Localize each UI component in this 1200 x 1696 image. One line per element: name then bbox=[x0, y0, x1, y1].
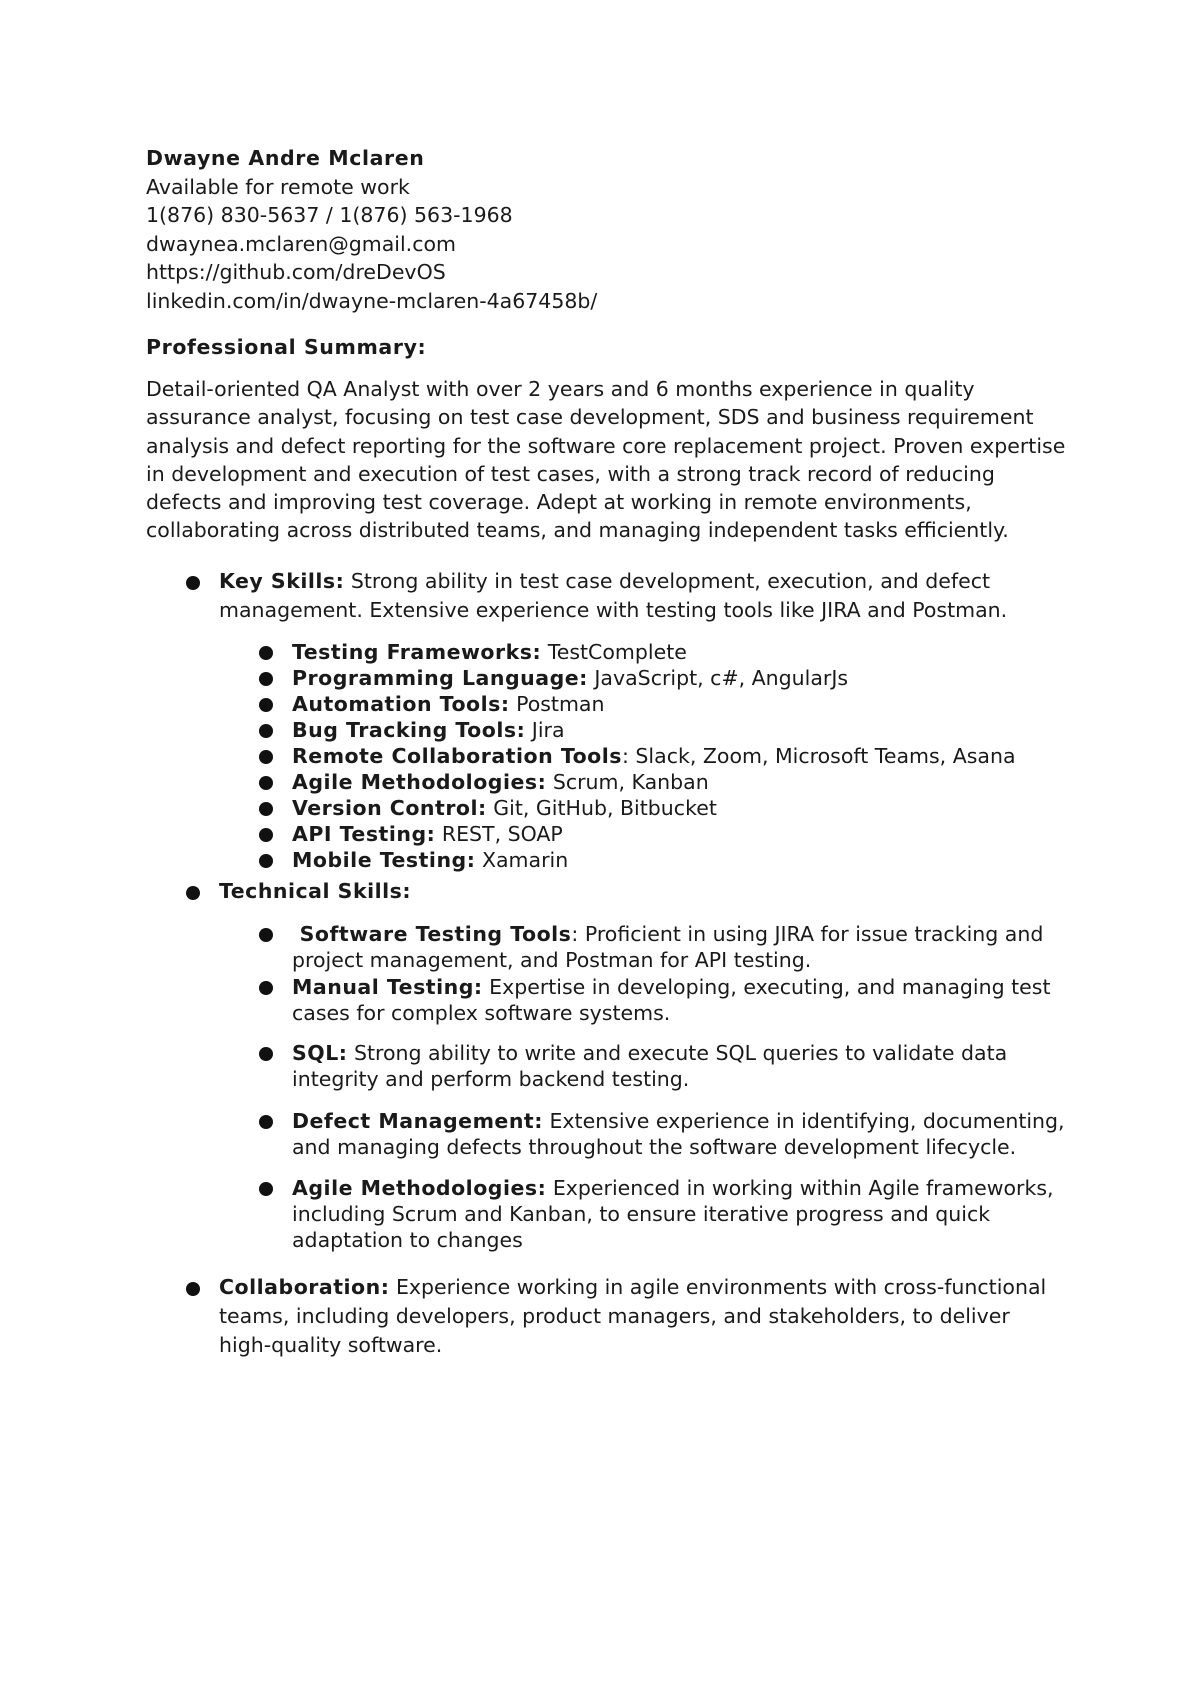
availability-text: Available for remote work bbox=[146, 174, 410, 199]
item-text: Strong ability to write and execute SQL queries to validate data integrity and perform backend testing. bbox=[292, 1040, 1008, 1091]
item-label: Manual Testing: bbox=[292, 974, 483, 999]
key-skills-text: Strong ability in test case development, execution, and defect management. Extensive experience with testing tools like JIRA and Postman. bbox=[219, 568, 1008, 622]
key-skills-label: Key Skills: bbox=[219, 568, 345, 593]
resume-page bbox=[146, 144, 1066, 1360]
list-item bbox=[146, 921, 1066, 973]
item-label: Defect Management: bbox=[292, 1108, 543, 1133]
bullet-icon bbox=[186, 1282, 200, 1296]
list-item bbox=[146, 717, 1066, 743]
list-item bbox=[146, 743, 1066, 769]
bullet-icon bbox=[259, 1047, 273, 1061]
list-item bbox=[146, 1040, 1066, 1092]
list-item bbox=[146, 795, 1066, 821]
item-text: Experienced in working within Agile frameworks, including Scrum and Kanban, to ensure iterative progress and quick adaptation to changes bbox=[292, 1175, 1054, 1252]
item-label: Agile Methodologies: bbox=[292, 769, 547, 794]
phone-numbers: 1(876) 830-5637 / 1(876) 563-1968 bbox=[146, 203, 513, 227]
list-item bbox=[146, 1175, 1066, 1253]
bullet-icon bbox=[259, 776, 273, 790]
item-text: REST, SOAP bbox=[435, 821, 563, 846]
linkedin-link: linkedin.com/in/dwayne-mclaren-4a67458b/ bbox=[146, 288, 598, 313]
bullet-icon bbox=[259, 750, 273, 764]
item-label: Agile Methodologies: bbox=[292, 1175, 547, 1200]
bullet-icon bbox=[259, 828, 273, 842]
item-text: Git, GitHub, Bitbucket bbox=[486, 795, 717, 820]
bullet-icon bbox=[259, 1182, 273, 1196]
skills-list bbox=[146, 567, 1066, 1360]
github-link: https://github.com/dreDevOS bbox=[146, 260, 446, 284]
list-item bbox=[146, 639, 1066, 665]
bullet-icon bbox=[186, 576, 200, 590]
item-label: Version Control: bbox=[292, 795, 487, 820]
bullet-icon bbox=[259, 928, 273, 942]
bullet-icon bbox=[259, 981, 273, 995]
technical-skills-sublist bbox=[146, 921, 1066, 1253]
item-label: API Testing: bbox=[292, 821, 436, 846]
list-item bbox=[146, 821, 1066, 847]
item-label: Bug Tracking Tools: bbox=[292, 717, 526, 742]
bullet-icon bbox=[259, 724, 273, 738]
item-text: TestComplete bbox=[541, 639, 687, 664]
bullet-icon bbox=[259, 646, 273, 660]
item-label: SQL: bbox=[292, 1040, 348, 1065]
bullet-icon bbox=[259, 802, 273, 816]
list-item bbox=[146, 691, 1066, 717]
bullet-icon bbox=[186, 886, 200, 900]
list-item bbox=[146, 769, 1066, 795]
bullet-icon bbox=[259, 1115, 273, 1129]
list-item bbox=[146, 1108, 1066, 1160]
technical-skills-label: Technical Skills: bbox=[219, 878, 412, 903]
bullet-icon bbox=[259, 854, 273, 868]
collaboration-text: Experience working in agile environments with cross-functional teams, including developers, product managers, and stakeholders, to deliver high-quality software. bbox=[219, 1274, 1047, 1357]
list-item bbox=[146, 665, 1066, 691]
item-text: Jira bbox=[525, 717, 565, 742]
item-text: Xamarin bbox=[475, 847, 569, 872]
item-label: Programming Language: bbox=[292, 665, 588, 690]
technical-skills-item bbox=[146, 877, 1066, 1253]
key-skills-item bbox=[146, 567, 1066, 873]
summary-heading: Professional Summary: bbox=[146, 335, 427, 359]
candidate-name: Dwayne Andre Mclaren bbox=[146, 146, 425, 170]
key-skills-sublist bbox=[146, 639, 1066, 873]
item-label: Automation Tools: bbox=[292, 691, 510, 716]
collaboration-label: Collaboration: bbox=[219, 1274, 390, 1299]
item-text: Expertise in developing, executing, and managing test cases for complex software systems. bbox=[292, 974, 1051, 1025]
item-label: Mobile Testing: bbox=[292, 847, 476, 872]
item-text: Postman bbox=[509, 691, 605, 716]
list-item bbox=[146, 974, 1066, 1026]
item-text: Scrum, Kanban bbox=[546, 769, 709, 794]
bullet-icon bbox=[259, 698, 273, 712]
item-text: : Slack, Zoom, Microsoft Teams, Asana bbox=[622, 743, 1016, 768]
item-label: Testing Frameworks: bbox=[292, 639, 542, 664]
item-label: Remote Collaboration Tools bbox=[292, 743, 622, 768]
item-text: Extensive experience in identifying, documenting, and managing defects throughout the software development lifecycle. bbox=[292, 1108, 1065, 1159]
collaboration-item bbox=[146, 1273, 1066, 1360]
item-text: : Proficient in using JIRA for issue tracking and project management, and Postman for API testing. bbox=[292, 921, 1044, 972]
email-address: dwaynea.mclaren@gmail.com bbox=[146, 231, 456, 256]
item-text: JavaScript, c#, AngularJs bbox=[587, 665, 849, 690]
contact-header bbox=[146, 144, 1066, 315]
summary-paragraph: Detail-oriented QA Analyst with over 2 years and 6 months experience in quality assurance analyst, focusing on test case development, SDS and business requirement analysis and defect reporting for the software core replacement project. Proven expertise in development and execution of test cases, with a strong track record of reducing defects and improving test coverage. Adept at working in remote environments, collaborating across distributed teams, and managing independent tasks efficiently. bbox=[146, 377, 1066, 543]
list-item bbox=[146, 847, 1066, 873]
bullet-icon bbox=[259, 672, 273, 686]
item-label: Software Testing Tools bbox=[292, 921, 572, 946]
